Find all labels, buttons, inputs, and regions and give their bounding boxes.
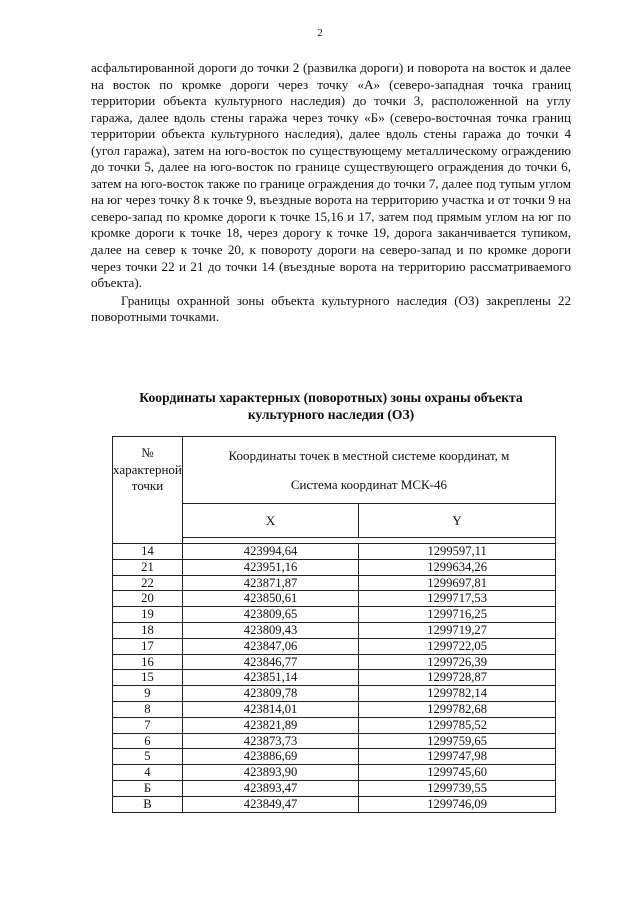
cell-point: 8 [113,701,183,717]
cell-point: В [113,796,183,812]
table-row [113,544,556,560]
cell-y: 1299717,53 [359,591,556,607]
table-row [113,575,556,591]
table-row [113,733,556,749]
cell-y: 1299697,81 [359,575,556,591]
table-title-line-2: культурного наследия (ОЗ) [247,406,415,422]
cell-x: 423873,73 [182,733,358,749]
cell-point: Б [113,780,183,796]
header-point-number [113,437,183,544]
cell-x: 423846,77 [182,654,358,670]
cell-point: 20 [113,591,183,607]
table-row [113,686,556,702]
cell-x: 423886,69 [182,749,358,765]
cell-x: 423809,65 [182,607,358,623]
header-coordinates [182,437,555,504]
table-row [113,670,556,686]
coordinates-table [112,436,556,813]
table-row [113,638,556,654]
table-row [113,749,556,765]
table-row [113,622,556,638]
cell-point: 5 [113,749,183,765]
table-row [113,559,556,575]
cell-y: 1299728,87 [359,670,556,686]
cell-y: 1299597,11 [359,544,556,560]
cell-x: 423849,47 [182,796,358,812]
cell-y: 1299746,09 [359,796,556,812]
cell-x: 423847,06 [182,638,358,654]
cell-y: 1299634,26 [359,559,556,575]
paragraph-route-description: асфальтированной дороги до точки 2 (развилка дороги) и поворота на восток и далее на восток по кромке дороги через точку «А» (северо-западная точка границ территории объекта культурного наследия) до точки 3, расположенной на углу гаража, далее вдоль стены гаража через точку «Б» (северо-восточная точка границ территории объекта культурного наследия), далее вдоль стены гаража до точки 4 (угол гаража), затем на юго-восток по существующему металлическому ограждению до точки 5, далее на юго-восток по границе существующего ограждения до точки 6, затем на юго-восток также по границе ограждения до точки 7, далее под тупым углом на юг через точку 8 к точке 9, въездные ворота на территорию участка и от точки 9 на северо-запад по кромке дороги к точке 15,16 и 17, затем под прямым углом на юг по кромке дороги к точке 18, через дорогу к точке 19, дорога заканчивается тупиком, далее на север к точке 20, к повороту дороги на северо-запад и по кромке дороги через точки 22 и 21 до точки 14 (въездные ворота на территорию рассматриваемого объекта). [91,60,571,291]
cell-point: 16 [113,654,183,670]
cell-x: 423893,90 [182,765,358,781]
cell-x: 423809,43 [182,622,358,638]
cell-x: 423821,89 [182,717,358,733]
table-row [113,701,556,717]
header-number-sign: № [141,445,154,460]
table-row [113,654,556,670]
header-number-line-2: характерной [113,461,182,477]
cell-y: 1299785,52 [359,717,556,733]
cell-point: 7 [113,717,183,733]
cell-point: 19 [113,607,183,623]
header-coordinates-title: Координаты точек в местной системе координат, м [228,448,510,464]
cell-y: 1299782,14 [359,686,556,702]
coordinates-table-body [113,544,556,813]
cell-x: 423809,78 [182,686,358,702]
cell-point: 9 [113,686,183,702]
cell-y: 1299782,68 [359,701,556,717]
cell-x: 423871,87 [182,575,358,591]
table-row [113,717,556,733]
header-number-line-3: точки [131,478,164,493]
cell-point: 22 [113,575,183,591]
cell-point: 4 [113,765,183,781]
cell-point: 21 [113,559,183,575]
cell-y: 1299716,25 [359,607,556,623]
cell-y: 1299722,05 [359,638,556,654]
cell-x: 423814,01 [182,701,358,717]
header-y: Y [359,504,556,538]
table-title-line-1: Координаты характерных (поворотных) зоны охраны объекта [139,390,523,405]
table-row [113,796,556,812]
cell-point: 15 [113,670,183,686]
header-coordinate-system: Система координат МСК-46 [290,477,447,493]
table-row [113,591,556,607]
cell-x: 423851,14 [182,670,358,686]
cell-point: 18 [113,622,183,638]
cell-y: 1299745,60 [359,765,556,781]
cell-point: 14 [113,544,183,560]
cell-y: 1299759,65 [359,733,556,749]
cell-x: 423850,61 [182,591,358,607]
paragraph-points-count: Границы охранной зоны объекта культурного наследия (ОЗ) закреплены 22 поворотными точками. [91,292,571,325]
page-number: 2 [317,27,323,39]
table-title [91,390,571,423]
table-row [113,780,556,796]
cell-y: 1299726,39 [359,654,556,670]
table-row [113,765,556,781]
cell-y: 1299747,98 [359,749,556,765]
cell-y: 1299739,55 [359,780,556,796]
body-text [91,60,571,326]
cell-x: 423994,64 [182,544,358,560]
table-row [113,607,556,623]
cell-point: 6 [113,733,183,749]
cell-point: 17 [113,638,183,654]
cell-x: 423951,16 [182,559,358,575]
cell-y: 1299719,27 [359,622,556,638]
cell-x: 423893,47 [182,780,358,796]
header-x: X [182,504,358,538]
